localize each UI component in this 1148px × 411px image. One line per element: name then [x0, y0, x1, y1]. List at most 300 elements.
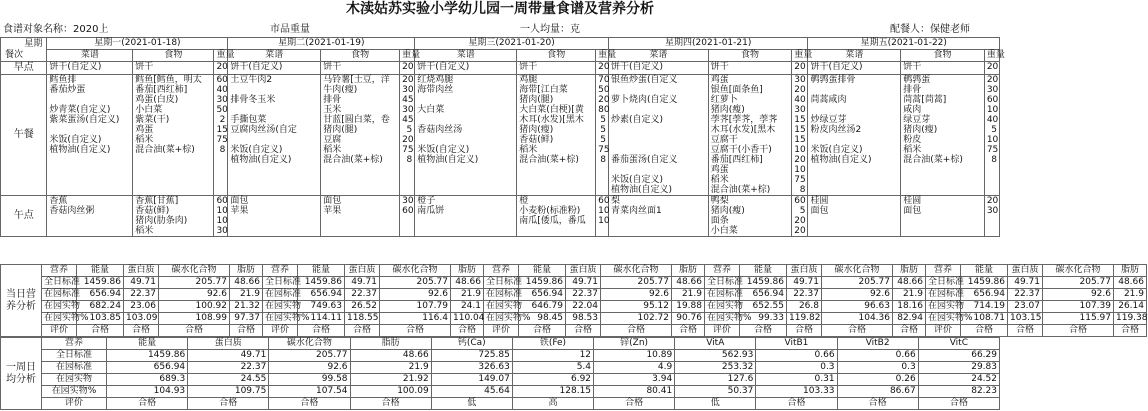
menu-dish: 豆腐肉丝汤(自定 — [230, 125, 297, 135]
weekly-value: 149.07 — [431, 374, 512, 386]
daily-value: 656.94 — [298, 289, 345, 301]
col-header-food: 食物 — [133, 50, 214, 62]
menu-qty: 20 — [794, 62, 806, 72]
menu-food: 桂圆 — [903, 196, 922, 206]
menu-dish — [611, 165, 706, 175]
menu-food: 面包 — [903, 206, 922, 216]
daily-value: 107.79 — [380, 301, 451, 313]
daily-value: 49.71 — [1008, 277, 1043, 289]
daily-nutrient-header: 蛋白质 — [124, 265, 159, 277]
menu-dish — [417, 115, 514, 125]
menu-food: 南瓜[倭瓜，番瓜 — [519, 216, 586, 226]
weekly-value: 合格 — [350, 398, 431, 410]
weekly-value: 22.37 — [188, 362, 269, 374]
menu-dish: 鹌鹑蛋排骨 — [810, 75, 856, 85]
menu-food: 鸡蛋 — [710, 75, 729, 85]
col-header-qty: 重量 — [214, 50, 228, 62]
menu-food: 木耳(水发)[黑木 — [519, 115, 584, 125]
col-header-dish: 菜谱 — [808, 50, 901, 62]
daily-nutrient-header: 蛋白质 — [787, 265, 822, 277]
menu-qty-cell — [596, 75, 609, 196]
menu-qty: 10 — [986, 105, 999, 115]
daily-row-label: 在园标准 — [484, 289, 519, 301]
menu-food: 鸡蛋 — [135, 125, 154, 135]
weekly-value: 66.29 — [918, 350, 999, 362]
menu-qty-cell — [984, 75, 999, 196]
menu-qty: 30 — [402, 105, 414, 115]
menu-dish: 大白菜 — [417, 105, 445, 115]
daily-row-label: 营养 — [42, 265, 77, 277]
weekly-value: 128.15 — [512, 386, 593, 398]
menu-qty: 20 — [794, 155, 806, 165]
daily-row — [1, 277, 1147, 289]
daily-value: 18.16 — [893, 301, 926, 313]
menu-food: 甘蓝[圆白菜，卷 — [323, 115, 390, 125]
weekly-value: 100.09 — [350, 386, 431, 398]
menu-food: 猪肉(腿) — [519, 95, 554, 105]
corner-cell — [1, 38, 47, 62]
col-header-dish: 菜谱 — [47, 50, 133, 62]
menu-qty: 20 — [794, 85, 806, 95]
daily-value: 合格 — [1114, 325, 1147, 337]
weekly-value: 低 — [675, 398, 756, 410]
meal-name: 午点 — [1, 196, 47, 237]
daily-row-label: 在园实物 — [42, 301, 77, 313]
weekly-nutrient-header: 能量 — [107, 338, 188, 350]
menu-qty: 15 — [794, 135, 806, 145]
weekly-value: 80.41 — [594, 386, 675, 398]
menu-dish — [417, 135, 514, 145]
menu-qty: 20 — [598, 95, 610, 105]
menu-food: 香菇(鲜) — [135, 206, 170, 216]
menu-qty: 8 — [406, 155, 413, 165]
weekly-value: 253.32 — [675, 362, 756, 374]
daily-value: 49.71 — [566, 277, 601, 289]
daily-value: 103.15 — [1008, 313, 1043, 325]
menu-dish-cell — [415, 196, 517, 237]
weekly-value: 562.93 — [675, 350, 756, 362]
menu-qty: 30 — [794, 75, 806, 85]
daily-value: 49.71 — [787, 277, 822, 289]
menu-qty: 8 — [799, 185, 806, 195]
daily-nutrient-header: 碳水化合物 — [159, 265, 230, 277]
daily-value: 21.9 — [1114, 289, 1147, 301]
daily-row-label: 在园标准 — [926, 289, 961, 301]
daily-row — [1, 301, 1147, 313]
menu-dish: 梨 — [610, 196, 620, 206]
menu-dish: 香菇肉丝汤 — [417, 125, 463, 135]
col-header-dish: 菜谱 — [228, 50, 321, 62]
daily-value: 合格 — [961, 325, 1008, 337]
weekly-value: 92.6 — [269, 362, 350, 374]
weekly-value: 725.85 — [431, 350, 512, 362]
menu-dish: 米饭(自定义) — [49, 135, 102, 145]
weekly-value: 0.26 — [837, 374, 918, 386]
daily-nutrient-header: 碳水化合物 — [601, 265, 672, 277]
menu-qty: 20 — [216, 62, 228, 72]
menu-food-cell — [901, 75, 985, 196]
menu-food: 咸肉 — [903, 105, 922, 115]
menu-food: 猪肉(瘦) — [710, 206, 745, 216]
page-title: 木渎姑苏实验小学幼儿园一周带量食谱及营养分析 — [346, 1, 654, 17]
menu-qty: 20 — [402, 75, 414, 85]
col-header-qty: 重量 — [400, 50, 415, 62]
daily-row-label: 全日标准 — [484, 277, 519, 289]
menu-dish: 炒青菜(自定义) — [49, 105, 111, 115]
meal-row — [1, 62, 1000, 75]
menu-dish-cell — [47, 62, 133, 75]
menu-food: 猪肉(瘦) — [903, 125, 938, 135]
daily-value: 23.07 — [1008, 301, 1043, 313]
menu-food: 海带[江白菜 — [519, 85, 568, 95]
menu-food: 稻米 — [710, 175, 729, 185]
menu-food-cell — [708, 196, 792, 237]
menu-dish — [611, 85, 706, 95]
daily-value: 22.37 — [787, 289, 822, 301]
menu-food: 紫菜(干) — [135, 115, 170, 125]
daily-value: 合格 — [230, 325, 263, 337]
menu-qty: 2 — [219, 115, 226, 125]
menu-qty: 10 — [598, 206, 610, 216]
daily-row-label: 全日标准 — [42, 277, 77, 289]
weekly-value: 24.55 — [188, 374, 269, 386]
menu-qty: 15 — [216, 125, 228, 135]
weekly-value: 24.52 — [918, 374, 999, 386]
menu-food-cell — [708, 75, 792, 196]
menu-food: 稻米 — [323, 145, 342, 155]
menu-qty: 30 — [216, 95, 228, 105]
menu-food: 排骨 — [903, 85, 922, 95]
daily-value: 115.97 — [1043, 313, 1114, 325]
weekly-row — [1, 398, 1000, 410]
menu-dish — [230, 85, 318, 95]
weekly-value: 0.66 — [837, 350, 918, 362]
menu-food: 粉皮 — [903, 135, 922, 145]
menu-qty: 5 — [600, 125, 606, 135]
daily-value: 682.24 — [77, 301, 124, 313]
weekly-value: 6.92 — [512, 374, 593, 386]
daily-nutrient-header: 能量 — [740, 265, 787, 277]
menu-dish-cell — [228, 196, 321, 237]
menu-qty: 60 — [402, 206, 414, 216]
menu-food: 番茄[西红柿] — [710, 155, 763, 165]
menu-qty: 60 — [216, 75, 228, 85]
col-header-qty: 重量 — [984, 50, 999, 62]
weekly-value: 21.92 — [350, 374, 431, 386]
menu-food-cell — [517, 196, 596, 237]
daily-value: 合格 — [298, 325, 345, 337]
menu-food: 排骨 — [323, 95, 342, 105]
menu-qty: 75 — [216, 135, 228, 145]
weekly-value: 104.93 — [107, 386, 188, 398]
menu-dish-cell — [608, 75, 708, 196]
daily-value: 26.52 — [345, 301, 380, 313]
daily-value: 合格 — [566, 325, 601, 337]
menu-dish-cell — [228, 62, 321, 75]
weekly-value: 3.94 — [594, 374, 675, 386]
daily-row-label: 全日标准 — [926, 277, 961, 289]
weekly-value: 49.71 — [188, 350, 269, 362]
daily-value: 合格 — [345, 325, 380, 337]
daily-row-label: 在园实物% — [705, 313, 740, 325]
menu-dish: 饼干(自定义) — [417, 62, 470, 72]
menu-qty: 40 — [794, 95, 806, 105]
menu-food: 饼干 — [135, 62, 154, 72]
col-header-food: 食物 — [708, 50, 792, 62]
menu-dish — [230, 135, 318, 145]
daily-value: 49.71 — [124, 277, 159, 289]
author-label: 配餐人：保健老师 — [890, 24, 970, 35]
day-header: 星期一(2021-01-18) — [47, 38, 228, 50]
menu-qty: 20 — [598, 62, 610, 72]
menu-qty-cell — [984, 62, 999, 75]
weekly-nutrient-header: 钙(Ca) — [431, 338, 512, 350]
daily-nutrient-header: 碳水化合物 — [380, 265, 451, 277]
menu-qty: 30 — [986, 85, 999, 95]
menu-qty: 75 — [794, 175, 806, 185]
menu-qty-cell — [596, 62, 609, 75]
weekly-value: 合格 — [188, 398, 269, 410]
daily-value: 合格 — [787, 325, 822, 337]
menu-qty: 10 — [794, 165, 806, 175]
daily-value: 749.63 — [298, 301, 345, 313]
menu-qty: 10 — [216, 206, 228, 216]
menu-qty: 10 — [216, 216, 228, 226]
menu-dish: 植物油(自定义) — [610, 185, 672, 195]
menu-food: 稻米 — [519, 145, 538, 155]
menu-food-cell — [708, 62, 792, 75]
menu-qty: 5 — [799, 206, 806, 216]
daily-value: 1459.86 — [740, 277, 787, 289]
daily-nutrient-header: 碳水化合物 — [822, 265, 893, 277]
daily-value: 92.6 — [822, 289, 893, 301]
menu-food: 饼干 — [519, 62, 538, 72]
daily-value: 108.71 — [961, 313, 1008, 325]
daily-value: 656.94 — [740, 289, 787, 301]
day-header: 星期五(2021-01-22) — [808, 38, 1000, 50]
weekly-value: 合格 — [918, 398, 999, 410]
daily-row-label: 全日标准 — [705, 277, 740, 289]
menu-dish: 土豆牛肉2 — [230, 75, 273, 85]
daily-value: 102.72 — [601, 313, 672, 325]
menu-qty: 10 — [598, 216, 610, 226]
weight-label: 市品重量 — [270, 24, 310, 35]
day-header-row — [1, 38, 1000, 50]
daily-row-label: 在园实物% — [42, 313, 77, 325]
daily-nutrient-header: 蛋白质 — [566, 265, 601, 277]
daily-row-label: 评价 — [705, 325, 740, 337]
menu-dish: 红烧鸡腿 — [417, 75, 454, 85]
menu-dish — [230, 105, 318, 115]
menu-dish — [611, 105, 706, 115]
menu-dish: 香菇肉丝粥 — [49, 206, 95, 216]
daily-value: 合格 — [380, 325, 451, 337]
menu-dish-cell — [415, 62, 517, 75]
menu-food: 木耳(水发)[黑木 — [710, 125, 776, 135]
daily-value: 21.9 — [230, 289, 263, 301]
menu-qty: 20 — [402, 135, 414, 145]
weekly-nutrient-header: 碳水化合物 — [269, 338, 350, 350]
menu-qty: 5 — [600, 115, 606, 125]
daily-value: 48.66 — [672, 277, 705, 289]
daily-value: 714.19 — [961, 301, 1008, 313]
menu-food-cell — [517, 62, 596, 75]
weekly-value: 127.6 — [675, 374, 756, 386]
menu-food: 鳕鱼[鳕鱼，明太 — [135, 75, 202, 85]
menu-food: 稻米 — [135, 226, 154, 236]
menu-dish-cell — [47, 196, 133, 237]
daily-value: 104.36 — [822, 313, 893, 325]
menu-food: 大白菜(白梗)[黄 — [519, 105, 584, 115]
menu-dish: 南瓜饼 — [417, 206, 445, 216]
daily-nutrient-header: 能量 — [298, 265, 345, 277]
daily-value: 合格 — [601, 325, 672, 337]
daily-value: 92.6 — [1043, 289, 1114, 301]
menu-qty-cell — [214, 62, 228, 75]
menu-qty: 8 — [991, 155, 997, 165]
daily-value: 19.88 — [672, 301, 705, 313]
menu-food: 饼干 — [710, 62, 729, 72]
menu-dish: 鳕鱼排 — [49, 75, 77, 85]
daily-value: 656.94 — [961, 289, 1008, 301]
menu-food: 豆腐干 — [710, 135, 738, 145]
menu-food: 番茄[西红柿] — [135, 85, 188, 95]
menu-qty: 5 — [991, 125, 997, 135]
daily-value: 652.55 — [740, 301, 787, 313]
menu-dish: 番茄蛋汤(自定义 — [610, 155, 678, 165]
daily-value: 92.6 — [380, 289, 451, 301]
weekly-nutrient-header: VitB1 — [756, 338, 837, 350]
menu-qty: 30 — [986, 206, 999, 216]
menu-qty: 20 — [794, 226, 806, 236]
daily-row-label: 在园实物% — [263, 313, 298, 325]
daily-value: 205.77 — [822, 277, 893, 289]
menu-qty: 5 — [406, 125, 413, 135]
menu-dish — [611, 125, 706, 135]
menu-dish-cell — [808, 196, 901, 237]
menu-dish: 青菜肉丝面1 — [610, 206, 662, 216]
daily-value: 22.37 — [566, 289, 601, 301]
col-header-food: 食物 — [517, 50, 596, 62]
menu-food: 猪肉(瘦) — [519, 125, 554, 135]
menu-qty: 45 — [402, 115, 414, 125]
daily-value: 82.94 — [893, 313, 926, 325]
menu-dish: 番茄炒蛋 — [49, 85, 86, 95]
menu-dish: 米饭(自定义) — [230, 145, 283, 155]
daily-value: 21.9 — [672, 289, 705, 301]
daily-side-label: 当日营养分析 — [1, 265, 42, 337]
menu-qty-cell — [792, 62, 808, 75]
daily-nutrient-header: 能量 — [77, 265, 124, 277]
weekly-nutrient-header: VitC — [918, 338, 999, 350]
daily-value: 合格 — [1043, 325, 1114, 337]
weekly-value: 82.23 — [918, 386, 999, 398]
menu-food-cell — [133, 196, 214, 237]
daily-value: 合格 — [672, 325, 705, 337]
daily-value: 205.77 — [601, 277, 672, 289]
menu-dish-cell — [808, 62, 901, 75]
menu-food: 苹果 — [323, 206, 342, 216]
menu-food: 面条 — [710, 216, 729, 226]
menu-qty: 40 — [216, 85, 228, 95]
daily-value: 98.53 — [566, 313, 601, 325]
menu-qty: 5 — [600, 135, 606, 145]
menu-dish: 米饭(自定义) — [810, 145, 863, 155]
daily-row-label: 在园实物 — [705, 301, 740, 313]
weekly-analysis-table — [0, 337, 1000, 410]
daily-value: 合格 — [124, 325, 159, 337]
daily-value: 103.85 — [77, 313, 124, 325]
menu-food: 稻米 — [903, 145, 922, 155]
menu-dish: 手撕包菜 — [230, 115, 267, 125]
menu-qty: 60 — [986, 95, 999, 105]
daily-value: 24.1 — [451, 301, 484, 313]
menu-food: 茼蒿[茼蒿] — [903, 95, 947, 105]
menu-food: 小白菜 — [710, 226, 738, 236]
menu-food: 小白菜 — [135, 105, 163, 115]
menu-qty: 60 — [216, 196, 228, 206]
weekly-value: 29.83 — [918, 362, 999, 374]
daily-value: 48.66 — [1114, 277, 1147, 289]
weekly-value: 0.3 — [837, 362, 918, 374]
menu-qty: 50 — [598, 85, 610, 95]
menu-qty-cell — [984, 196, 999, 237]
daily-value: 22.37 — [124, 289, 159, 301]
menu-dish — [810, 105, 898, 115]
menu-qty: 45 — [402, 95, 414, 105]
weekly-value: 12 — [512, 350, 593, 362]
menu-food-cell — [321, 75, 400, 196]
daily-row-label: 在园实物 — [484, 301, 519, 313]
weekly-value: 0.3 — [756, 362, 837, 374]
weekly-value: 205.77 — [269, 350, 350, 362]
daily-value: 100.92 — [159, 301, 230, 313]
menu-dish: 植物油(自定义) — [417, 155, 479, 165]
menu-food: 饼干 — [323, 62, 342, 72]
weekly-row-label: 全日标准 — [42, 350, 107, 362]
weekly-value: 高 — [512, 398, 593, 410]
menu-table — [0, 37, 1005, 237]
daily-value: 21.9 — [893, 289, 926, 301]
menu-qty-cell — [214, 196, 228, 237]
menu-qty: 10 — [986, 135, 999, 145]
menu-food: 香菇(鲜) — [519, 135, 554, 145]
daily-value: 21.32 — [230, 301, 263, 313]
menu-qty: 8 — [219, 145, 226, 155]
daily-nutrient-header: 蛋白质 — [345, 265, 380, 277]
daily-value: 合格 — [451, 325, 484, 337]
menu-food: 鸡腿 — [519, 75, 538, 85]
weekly-nutrient-header: 蛋白质 — [188, 338, 269, 350]
daily-value: 48.66 — [893, 277, 926, 289]
menu-food: 混合油(菜+棕) — [710, 185, 771, 195]
menu-qty-cell — [400, 196, 415, 237]
day-header: 星期三(2021-01-20) — [415, 38, 609, 50]
menu-food: 红萝卜 — [710, 95, 738, 105]
menu-food: 小麦粉(标准粉) — [519, 206, 581, 216]
menu-dish: 排骨冬玉米 — [230, 95, 276, 105]
corner-meal: 餐次 — [5, 50, 24, 60]
menu-dish-cell — [608, 196, 708, 237]
weekly-value: 10.89 — [594, 350, 675, 362]
day-header: 星期二(2021-01-19) — [228, 38, 415, 50]
menu-dish: 银鱼炒蛋(自定义 — [610, 75, 678, 85]
weekly-row-label: 在园标准 — [42, 362, 107, 374]
weekly-value: 合格 — [594, 398, 675, 410]
weekly-row — [1, 350, 1000, 362]
menu-qty-cell — [792, 196, 808, 237]
weekly-side-label: 一周日均分析 — [1, 338, 42, 410]
